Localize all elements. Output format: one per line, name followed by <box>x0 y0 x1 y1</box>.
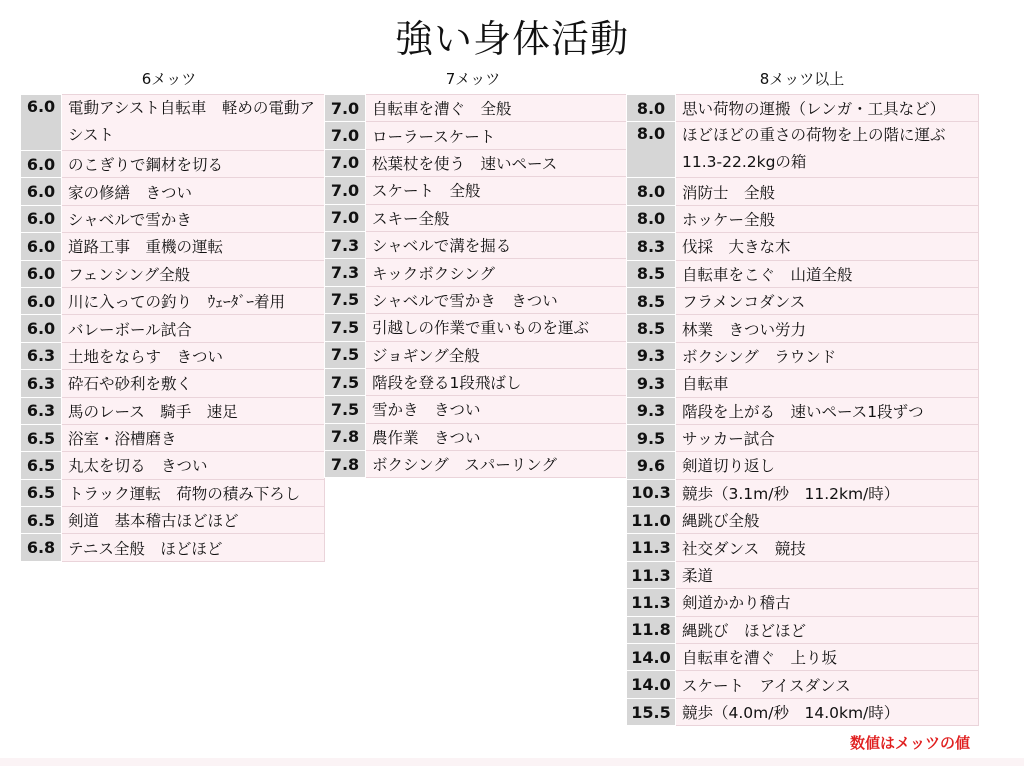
mets-value: 11.3 <box>627 589 676 616</box>
table-row <box>325 423 629 450</box>
table-row <box>627 370 979 397</box>
activity-name: 剣道 基本稽古ほどほど <box>62 507 325 534</box>
mets-value: 6.0 <box>21 205 62 232</box>
table-row <box>627 452 979 479</box>
table-row <box>627 178 979 205</box>
activity-name: ローラースケート <box>366 122 629 149</box>
activity-name: スキー全般 <box>366 204 629 231</box>
table-row <box>21 95 325 151</box>
mets-value: 7.5 <box>325 396 366 423</box>
mets-value: 6.0 <box>21 287 62 314</box>
activity-name: ジョギング全般 <box>366 341 629 368</box>
mets-value: 14.0 <box>627 644 676 671</box>
table-row <box>627 315 979 342</box>
table-row <box>21 260 325 287</box>
table-row <box>627 397 979 424</box>
mets-value: 8.3 <box>627 233 676 260</box>
activity-name: 土地をならす きつい <box>62 342 325 369</box>
table-row <box>21 507 325 534</box>
table-row <box>21 479 325 506</box>
table-row <box>21 370 325 397</box>
mets-value: 7.5 <box>325 286 366 313</box>
mets-value: 6.5 <box>21 424 62 451</box>
activity-name: 丸太を切る きつい <box>62 452 325 479</box>
table-row <box>325 341 629 368</box>
table-row <box>627 205 979 232</box>
activity-name: バレーボール試合 <box>62 315 325 342</box>
mets-value: 6.5 <box>21 479 62 506</box>
table-row <box>21 151 325 178</box>
table-row <box>325 259 629 286</box>
table-row <box>325 149 629 176</box>
activity-name: 松葉杖を使う 速いペース <box>366 149 629 176</box>
mets-value: 7.0 <box>325 204 366 231</box>
mets-value: 8.5 <box>627 315 676 342</box>
activity-name: 電動アシスト自転車 軽めの電動アシスト <box>62 95 325 151</box>
mets-value: 11.0 <box>627 507 676 534</box>
activity-name: 伐採 大きな木 <box>676 233 979 260</box>
activity-name: 砕石や砂利を敷く <box>62 370 325 397</box>
mets-value: 8.0 <box>627 95 676 122</box>
table-row <box>21 178 325 205</box>
mets-value: 6.0 <box>21 178 62 205</box>
mets-value: 8.5 <box>627 260 676 287</box>
activity-name: 川に入っての釣り ｳｪｰﾀﾞｰ着用 <box>62 287 325 314</box>
activity-name: キックボクシング <box>366 259 629 286</box>
activity-name: ボクシング ラウンド <box>676 342 979 369</box>
table-row <box>627 671 979 698</box>
activity-name: 林業 きつい労力 <box>676 315 979 342</box>
table-6mets <box>20 94 325 562</box>
table-row <box>21 424 325 451</box>
table-row <box>325 231 629 258</box>
table-row <box>21 397 325 424</box>
activity-name: 雪かき きつい <box>366 396 629 423</box>
mets-value: 7.0 <box>325 95 366 122</box>
table-row <box>325 314 629 341</box>
activity-name: スケート 全般 <box>366 177 629 204</box>
mets-value: 7.0 <box>325 149 366 176</box>
table-row <box>627 561 979 588</box>
mets-value: 9.3 <box>627 342 676 369</box>
activity-name: 階段を上がる 速いペース1段ずつ <box>676 397 979 424</box>
mets-value: 6.5 <box>21 452 62 479</box>
mets-value: 7.3 <box>325 231 366 258</box>
mets-value: 11.8 <box>627 616 676 643</box>
mets-value: 14.0 <box>627 671 676 698</box>
mets-value: 6.3 <box>21 370 62 397</box>
activity-name: シャベルで雪かき きつい <box>366 286 629 313</box>
mets-value: 9.3 <box>627 397 676 424</box>
activity-name: 階段を登る1段飛ばし <box>366 368 629 395</box>
table-row <box>627 479 979 506</box>
activity-name: 柔道 <box>676 561 979 588</box>
mets-value: 11.3 <box>627 561 676 588</box>
table-row <box>325 451 629 478</box>
activity-name: のこぎりで鋼材を切る <box>62 151 325 178</box>
activity-name: 自転車を漕ぐ 上り坂 <box>676 644 979 671</box>
table-row <box>325 396 629 423</box>
table-row <box>627 260 979 287</box>
activity-name: トラック運転 荷物の積み下ろし <box>62 479 325 506</box>
activity-name: フラメンコダンス <box>676 287 979 314</box>
mets-value: 10.3 <box>627 479 676 506</box>
column-header-6mets: 6メッツ <box>141 70 197 88</box>
mets-value: 9.5 <box>627 424 676 451</box>
mets-value: 8.5 <box>627 287 676 314</box>
mets-value: 7.0 <box>325 177 366 204</box>
table-row <box>21 452 325 479</box>
table-row <box>21 315 325 342</box>
table-row <box>21 534 325 561</box>
table-row <box>627 644 979 671</box>
table-row <box>627 698 979 725</box>
activity-name: 剣道かかり稽古 <box>676 589 979 616</box>
activity-name: 馬のレース 騎手 速足 <box>62 397 325 424</box>
table-row <box>627 616 979 643</box>
activity-name: 縄跳び ほどほど <box>676 616 979 643</box>
mets-value: 15.5 <box>627 698 676 725</box>
activity-name: 思い荷物の運搬（レンガ・工具など） <box>676 95 979 122</box>
table-row <box>627 424 979 451</box>
activity-name: テニス全般 ほどほど <box>62 534 325 561</box>
mets-value: 7.3 <box>325 259 366 286</box>
mets-value: 7.0 <box>325 122 366 149</box>
mets-value: 6.0 <box>21 233 62 260</box>
table-row <box>325 204 629 231</box>
mets-note: 数値はメッツの値 <box>849 734 970 752</box>
table-row <box>325 95 629 122</box>
activity-name: シャベルで雪かき <box>62 205 325 232</box>
activity-name: 社交ダンス 競技 <box>676 534 979 561</box>
activity-name: 家の修繕 きつい <box>62 178 325 205</box>
activity-name: サッカー試合 <box>676 424 979 451</box>
column-header-7mets: 7メッツ <box>445 70 501 88</box>
mets-value: 6.3 <box>21 397 62 424</box>
activity-name: 浴室・浴槽磨き <box>62 424 325 451</box>
table-row <box>21 205 325 232</box>
table-row <box>627 589 979 616</box>
activity-name: 農作業 きつい <box>366 423 629 450</box>
activity-name: ほどほどの重さの荷物を上の階に運ぶ 11.3-22.2kgの箱 <box>676 122 979 178</box>
activity-name: ホッケー全般 <box>676 205 979 232</box>
activity-name: 競歩（4.0m/秒 14.0km/時） <box>676 698 979 725</box>
table-row <box>627 507 979 534</box>
table-row <box>627 95 979 122</box>
mets-value: 8.0 <box>627 178 676 205</box>
activity-name: スケート アイスダンス <box>676 671 979 698</box>
mets-value: 8.0 <box>627 122 676 178</box>
column-header-8mets-plus: 8メッツ以上 <box>759 70 845 88</box>
table-row <box>21 342 325 369</box>
activity-name: 縄跳び全般 <box>676 507 979 534</box>
activity-name: 引越しの作業で重いものを運ぶ <box>366 314 629 341</box>
mets-value: 6.5 <box>21 507 62 534</box>
activity-name: 消防士 全般 <box>676 178 979 205</box>
mets-value: 6.0 <box>21 151 62 178</box>
mets-value: 7.8 <box>325 423 366 450</box>
table-8mets-plus <box>626 94 979 726</box>
activity-name: フェンシング全般 <box>62 260 325 287</box>
activity-name: 自転車を漕ぐ 全般 <box>366 95 629 122</box>
mets-value: 11.3 <box>627 534 676 561</box>
mets-value: 6.0 <box>21 260 62 287</box>
table-row <box>21 233 325 260</box>
activity-name: 剣道切り返し <box>676 452 979 479</box>
table-row <box>21 287 325 314</box>
activity-name: ボクシング スパーリング <box>366 451 629 478</box>
page-title: 強い身体活動 <box>394 17 629 61</box>
mets-value: 8.0 <box>627 205 676 232</box>
table-row <box>627 287 979 314</box>
table-row <box>325 286 629 313</box>
mets-value: 6.8 <box>21 534 62 561</box>
mets-value: 6.0 <box>21 95 62 151</box>
activity-name: シャベルで溝を掘る <box>366 231 629 258</box>
table-row <box>627 233 979 260</box>
activity-name: 自転車をこぐ 山道全般 <box>676 260 979 287</box>
mets-value: 7.5 <box>325 341 366 368</box>
mets-value: 7.5 <box>325 368 366 395</box>
footer-strip <box>0 758 1024 766</box>
mets-value: 7.5 <box>325 314 366 341</box>
table-row <box>325 368 629 395</box>
mets-value: 6.0 <box>21 315 62 342</box>
mets-value: 9.3 <box>627 370 676 397</box>
mets-value: 6.3 <box>21 342 62 369</box>
table-row <box>627 534 979 561</box>
table-row <box>325 177 629 204</box>
mets-value: 7.8 <box>325 451 366 478</box>
table-row <box>325 122 629 149</box>
table-7mets <box>324 94 629 478</box>
activity-name: 道路工事 重機の運転 <box>62 233 325 260</box>
mets-value: 9.6 <box>627 452 676 479</box>
activity-name: 競歩（3.1m/秒 11.2km/時） <box>676 479 979 506</box>
activity-name: 自転車 <box>676 370 979 397</box>
table-row <box>627 342 979 369</box>
table-row <box>627 122 979 178</box>
